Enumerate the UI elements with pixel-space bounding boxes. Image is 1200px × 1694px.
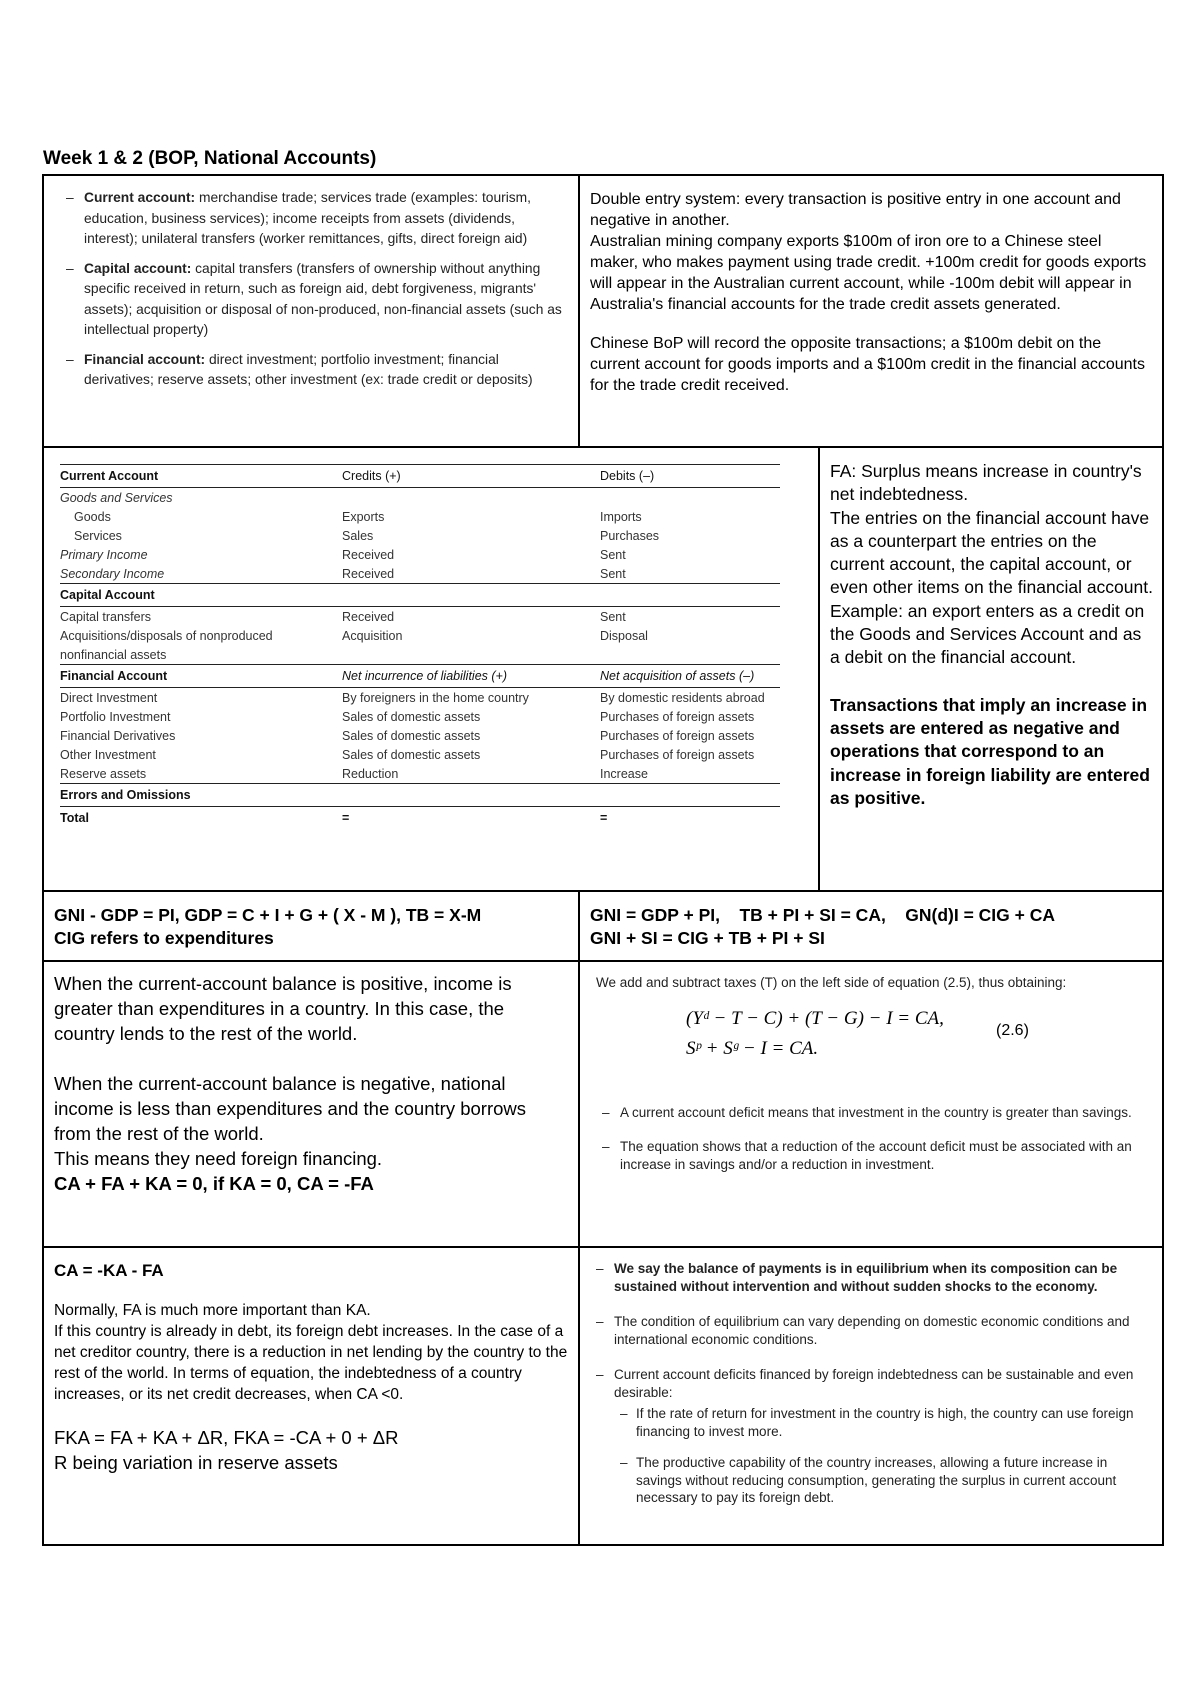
australia-example: Australian mining company exports $100m of iron ore to a Chinese steel maker, who makes payment using trade credit. +100m credit for goods exports will appear in the Australian current account, while -100m debit will appear in Australia's financial accounts for the trade credit assets generated.: [590, 233, 1147, 313]
bop-identity: CA + FA + KA = 0, if KA = 0, CA = -FA: [54, 1173, 374, 1194]
list-item: – A current account deficit means that investment in the country is greater than savings.: [596, 1104, 1152, 1122]
fa-notes-box: [818, 446, 1164, 892]
list-item: – We say the balance of payments is in equilibrium when its composition can be sustained without intervention and without sudden shocks to the economy.: [590, 1260, 1148, 1295]
table-row: Portfolio Investment Sales of domestic assets Purchases of foreign assets: [60, 709, 755, 724]
table-row: Acquisitions/disposals of nonproduced Acquisition Disposal: [60, 628, 648, 643]
table-row: Errors and Omissions: [60, 784, 780, 807]
table-row: Current Account Credits (+) Debits (–): [60, 465, 780, 488]
accounts-definitions-box: [42, 174, 580, 448]
table-row: Capital Account: [60, 584, 780, 607]
ca-ka-fa-identity: CA = -KA - FA: [54, 1261, 164, 1280]
double-entry-definition: Double entry system: every transaction is positive entry in one account and negative in another.: [590, 191, 1121, 229]
ca-positive-note: When the current-account balance is positive, income is greater than expenditures in a country. In this case, the country lends to the rest of the world.: [54, 973, 512, 1044]
table-row: Capital transfers Received Sent: [60, 609, 626, 624]
table-row: Goods Exports Imports: [74, 509, 642, 524]
sub-list: [614, 1405, 1148, 1507]
equation-line-2: Sᵖ + Sᵍ − I = CA.: [686, 1038, 819, 1059]
list-item: – If the rate of return for investment in the country is high, the country can use foreign financing to invest more.: [614, 1405, 1148, 1440]
fa-sign-rule: Transactions that imply an increase in assets are entered as negative and operations that correspond to an increase in foreign liability are entered as positive.: [830, 694, 1150, 808]
table-row: Reserve assets Reduction Increase: [60, 766, 648, 781]
ka-box: [42, 1246, 580, 1546]
page-title: Week 1 & 2 (BOP, National Accounts): [43, 148, 377, 169]
list-item: – The equation shows that a reduction of the account deficit must be associated with an increase in savings and/or a reduction in investment.: [596, 1138, 1152, 1174]
table-row: nonfinancial assets: [60, 647, 167, 662]
table-row: Primary Income Received Sent: [60, 547, 626, 562]
table-row: Total = =: [60, 807, 780, 830]
ca-negative-note: When the current-account balance is negative, national income is less than expenditures and the country borrows from the rest of the world.: [54, 1073, 527, 1144]
list-item: – Current account deficits financed by foreign indebtedness can be sustainable and even desirable: – If the rate of return for investment in the country is high, the country can use foreign financing to invest more. – The productive capability of the country increases, allowing a future increase in savings without reducing consumption, generating the surplus in current account necessary to pay its foreign debt.: [590, 1366, 1148, 1507]
list-item: – Current account: merchandise trade; services trade (examples: tourism, education, business services); income receipts from assets (dividends, interest); unilateral transfers (worker remittances, gifts, direct foreign aid): [60, 188, 568, 250]
table-row: Services Sales Purchases: [74, 528, 660, 543]
list-item: – The productive capability of the country increases, allowing a future increase in savings without reducing consumption, generating the surplus in current account necessary to pay its foreign debt.: [614, 1454, 1148, 1507]
gdp-identity: GNI - GDP = PI, GDP = C + I + G + ( X - M ), TB = X-M: [54, 905, 482, 925]
equation-line-1: (Yᵈ − T − C) + (T − G) − I = CA,: [686, 1008, 944, 1029]
identities-left-box: [42, 890, 580, 962]
list-item: – The condition of equilibrium can vary depending on domestic economic conditions and international economic conditions.: [590, 1313, 1148, 1348]
bop-table-box: [42, 446, 820, 892]
table-row: Secondary Income Received Sent: [60, 566, 626, 581]
bop-table: [60, 464, 780, 829]
identities-right-box: [578, 890, 1164, 962]
indebtedness-note: If this country is already in debt, its foreign debt increases. In the case of a net creditor country, there is a reduction in net lending by the country to the rest of the world. In terms of equation, the indebtedness of a country increases, or its net credit decreases, when CA <0.: [54, 1323, 568, 1403]
equation-box: [578, 960, 1164, 1248]
reserve-note: R being variation in reserve assets: [54, 1452, 338, 1473]
ca-balance-box: [42, 960, 580, 1248]
gni-si-identity: GNI + SI = CIG + TB + PI + SI: [590, 928, 825, 948]
equilibrium-box: [578, 1246, 1164, 1546]
accounts-list: [60, 188, 568, 391]
fa-counterpart-note: The entries on the financial account have as a counterpart the entries on the current account, the capital account, or even other items on the financial account.: [830, 507, 1153, 598]
foreign-financing-note: This means they need foreign financing.: [54, 1148, 383, 1169]
equation-intro: We add and subtract taxes (T) on the left side of equation (2.5), thus obtaining:: [596, 975, 1067, 990]
equation-bullets: [596, 1104, 1152, 1174]
fa-importance-note: Normally, FA is much more important than KA.: [54, 1302, 371, 1319]
table-row: Financial Derivatives Sales of domestic assets Purchases of foreign assets: [60, 728, 755, 743]
double-entry-box: [578, 174, 1164, 448]
cig-note: CIG refers to expenditures: [54, 928, 274, 948]
table-row: Direct Investment By foreigners in the home country By domestic residents abroad: [60, 690, 765, 705]
equation-number: (2.6): [996, 1022, 1029, 1039]
list-item: – Capital account: capital transfers (transfers of ownership without anything specific received in return, such as foreign aid, debt forgiveness, migrants' assets); acquisition or disposal of non-produced, non-financial assets (such as intellectual property): [60, 259, 568, 341]
list-item: – Financial account: direct investment; portfolio investment; financial derivatives; reserve assets; other investment (ex: trade credit or deposits): [60, 350, 568, 391]
table-row: Financial Account Net incurrence of liabilities (+) Net acquisition of assets (–): [60, 665, 780, 688]
fa-surplus-note: FA: Surplus means increase in country's net indebtedness.: [830, 461, 1142, 505]
gni-identity: GNI = GDP + PI, TB + PI + SI = CA, GN(d)I = CIG + CA: [590, 905, 1055, 925]
fa-example-note: Example: an export enters as a credit on the Goods and Services Account and as a debit on the financial account.: [830, 600, 1145, 668]
fka-equation: FKA = FA + KA + ΔR, FKA = -CA + 0 + ΔR: [54, 1427, 399, 1448]
table-row: Other Investment Sales of domestic assets Purchases of foreign assets: [60, 747, 755, 762]
table-row: Goods and Services: [60, 490, 173, 505]
equilibrium-list: [590, 1260, 1148, 1507]
china-example: Chinese BoP will record the opposite transactions; a $100m debit on the current account for goods imports and a $100m credit in the financial accounts for the trade credit received.: [590, 335, 1145, 394]
